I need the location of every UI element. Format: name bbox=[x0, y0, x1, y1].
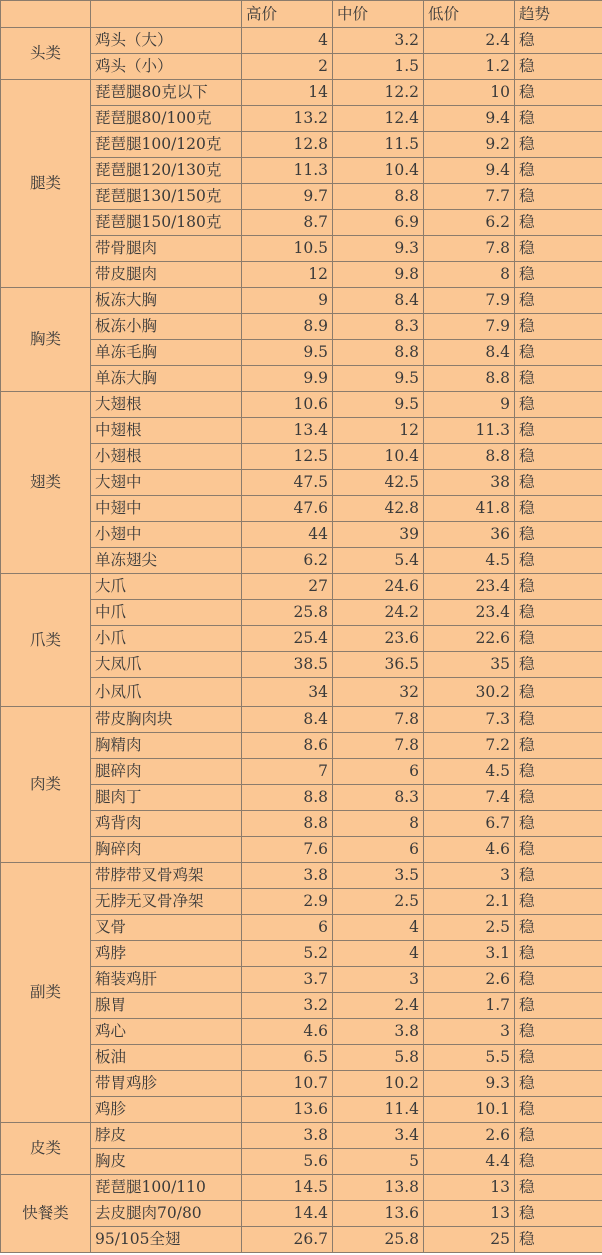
mid-price-cell: 5.8 bbox=[333, 1045, 424, 1071]
low-price-cell: 2.1 bbox=[424, 889, 515, 915]
item-name-cell: 单冻毛胸 bbox=[91, 340, 242, 366]
high-price-cell: 10.6 bbox=[242, 392, 333, 418]
high-price-cell: 3.8 bbox=[242, 863, 333, 889]
item-name-cell: 板冻大胸 bbox=[91, 288, 242, 314]
trend-cell: 稳 bbox=[515, 184, 602, 210]
high-price-cell: 7.6 bbox=[242, 837, 333, 863]
mid-price-cell: 9.3 bbox=[333, 236, 424, 262]
high-price-cell: 7 bbox=[242, 759, 333, 785]
header-category-blank bbox=[1, 1, 91, 28]
mid-price-cell: 13.8 bbox=[333, 1175, 424, 1201]
low-price-cell: 7.9 bbox=[424, 314, 515, 340]
mid-price-cell: 5.4 bbox=[333, 548, 424, 574]
trend-cell: 稳 bbox=[515, 811, 602, 837]
item-name-cell: 中翅根 bbox=[91, 418, 242, 444]
table-row bbox=[1, 967, 602, 993]
table-row bbox=[1, 626, 602, 652]
low-price-cell: 9.4 bbox=[424, 106, 515, 132]
low-price-cell: 35 bbox=[424, 652, 515, 678]
table-row bbox=[1, 1227, 602, 1253]
trend-cell: 稳 bbox=[515, 444, 602, 470]
mid-price-cell: 11.5 bbox=[333, 132, 424, 158]
trend-cell: 稳 bbox=[515, 1097, 602, 1123]
high-price-cell: 6.5 bbox=[242, 1045, 333, 1071]
high-price-cell: 9.9 bbox=[242, 366, 333, 392]
item-name-cell: 腿碎肉 bbox=[91, 759, 242, 785]
item-name-cell: 琵琶腿120/130克 bbox=[91, 158, 242, 184]
item-name-cell: 琵琶腿130/150克 bbox=[91, 184, 242, 210]
table-row bbox=[1, 1071, 602, 1097]
high-price-cell: 14.4 bbox=[242, 1201, 333, 1227]
table-row bbox=[1, 678, 602, 707]
table-row bbox=[1, 522, 602, 548]
header-trend: 趋势 bbox=[515, 1, 602, 28]
mid-price-cell: 1.5 bbox=[333, 54, 424, 80]
mid-price-cell: 2.5 bbox=[333, 889, 424, 915]
item-name-cell: 大翅中 bbox=[91, 470, 242, 496]
low-price-cell: 4.4 bbox=[424, 1149, 515, 1175]
mid-price-cell: 13.6 bbox=[333, 1201, 424, 1227]
item-name-cell: 鸡胗 bbox=[91, 1097, 242, 1123]
low-price-cell: 3.1 bbox=[424, 941, 515, 967]
trend-cell: 稳 bbox=[515, 707, 602, 733]
table-row bbox=[1, 210, 602, 236]
mid-price-cell: 9.8 bbox=[333, 262, 424, 288]
mid-price-cell: 32 bbox=[333, 678, 424, 707]
mid-price-cell: 8.8 bbox=[333, 184, 424, 210]
low-price-cell: 9.3 bbox=[424, 1071, 515, 1097]
item-name-cell: 带胃鸡胗 bbox=[91, 1071, 242, 1097]
table-row bbox=[1, 236, 602, 262]
high-price-cell: 8.8 bbox=[242, 811, 333, 837]
low-price-cell: 13 bbox=[424, 1175, 515, 1201]
table-row bbox=[1, 106, 602, 132]
high-price-cell: 13.2 bbox=[242, 106, 333, 132]
high-price-cell: 12 bbox=[242, 262, 333, 288]
trend-cell: 稳 bbox=[515, 1123, 602, 1149]
trend-cell: 稳 bbox=[515, 1019, 602, 1045]
trend-cell: 稳 bbox=[515, 106, 602, 132]
mid-price-cell: 9.5 bbox=[333, 366, 424, 392]
high-price-cell: 38.5 bbox=[242, 652, 333, 678]
table-row bbox=[1, 392, 602, 418]
item-name-cell: 带骨腿肉 bbox=[91, 236, 242, 262]
trend-cell: 稳 bbox=[515, 314, 602, 340]
table-row bbox=[1, 600, 602, 626]
table-row bbox=[1, 1045, 602, 1071]
table-row bbox=[1, 366, 602, 392]
table-row bbox=[1, 733, 602, 759]
mid-price-cell: 11.4 bbox=[333, 1097, 424, 1123]
mid-price-cell: 24.6 bbox=[333, 574, 424, 600]
item-name-cell: 琵琶腿80克以下 bbox=[91, 80, 242, 106]
mid-price-cell: 7.8 bbox=[333, 707, 424, 733]
low-price-cell: 38 bbox=[424, 470, 515, 496]
high-price-cell: 25.8 bbox=[242, 600, 333, 626]
trend-cell: 稳 bbox=[515, 28, 602, 54]
trend-cell: 稳 bbox=[515, 548, 602, 574]
mid-price-cell: 42.8 bbox=[333, 496, 424, 522]
mid-price-cell: 10.4 bbox=[333, 444, 424, 470]
mid-price-cell: 10.2 bbox=[333, 1071, 424, 1097]
item-name-cell: 单冻翅尖 bbox=[91, 548, 242, 574]
item-name-cell: 带皮腿肉 bbox=[91, 262, 242, 288]
mid-price-cell: 4 bbox=[333, 941, 424, 967]
high-price-cell: 34 bbox=[242, 678, 333, 707]
item-name-cell: 去皮腿肉70/80 bbox=[91, 1201, 242, 1227]
trend-cell: 稳 bbox=[515, 132, 602, 158]
mid-price-cell: 3.8 bbox=[333, 1019, 424, 1045]
high-price-cell: 47.5 bbox=[242, 470, 333, 496]
low-price-cell: 4.6 bbox=[424, 837, 515, 863]
item-name-cell: 琵琶腿100/110 bbox=[91, 1175, 242, 1201]
item-name-cell: 小翅中 bbox=[91, 522, 242, 548]
table-row bbox=[1, 54, 602, 80]
low-price-cell: 6.7 bbox=[424, 811, 515, 837]
low-price-cell: 7.7 bbox=[424, 184, 515, 210]
trend-cell: 稳 bbox=[515, 366, 602, 392]
table-row bbox=[1, 941, 602, 967]
table-row bbox=[1, 889, 602, 915]
trend-cell: 稳 bbox=[515, 889, 602, 915]
low-price-cell: 23.4 bbox=[424, 574, 515, 600]
mid-price-cell: 9.5 bbox=[333, 392, 424, 418]
category-cell: 胸类 bbox=[1, 288, 91, 392]
mid-price-cell: 23.6 bbox=[333, 626, 424, 652]
low-price-cell: 3 bbox=[424, 863, 515, 889]
category-cell: 头类 bbox=[1, 28, 91, 80]
high-price-cell: 47.6 bbox=[242, 496, 333, 522]
low-price-cell: 6.2 bbox=[424, 210, 515, 236]
trend-cell: 稳 bbox=[515, 652, 602, 678]
item-name-cell: 小翅根 bbox=[91, 444, 242, 470]
high-price-cell: 4 bbox=[242, 28, 333, 54]
item-name-cell: 带脖带叉骨鸡架 bbox=[91, 863, 242, 889]
table-body bbox=[1, 28, 602, 1253]
high-price-cell: 27 bbox=[242, 574, 333, 600]
mid-price-cell: 6.9 bbox=[333, 210, 424, 236]
low-price-cell: 23.4 bbox=[424, 600, 515, 626]
low-price-cell: 2.4 bbox=[424, 28, 515, 54]
item-name-cell: 中翅中 bbox=[91, 496, 242, 522]
table-row bbox=[1, 158, 602, 184]
low-price-cell: 1.7 bbox=[424, 993, 515, 1019]
item-name-cell: 大爪 bbox=[91, 574, 242, 600]
low-price-cell: 11.3 bbox=[424, 418, 515, 444]
table-row bbox=[1, 1201, 602, 1227]
item-name-cell: 单冻大胸 bbox=[91, 366, 242, 392]
mid-price-cell: 25.8 bbox=[333, 1227, 424, 1253]
low-price-cell: 8.8 bbox=[424, 366, 515, 392]
table-row bbox=[1, 574, 602, 600]
low-price-cell: 25 bbox=[424, 1227, 515, 1253]
trend-cell: 稳 bbox=[515, 759, 602, 785]
mid-price-cell: 6 bbox=[333, 759, 424, 785]
high-price-cell: 8.9 bbox=[242, 314, 333, 340]
high-price-cell: 10.7 bbox=[242, 1071, 333, 1097]
high-price-cell: 9.7 bbox=[242, 184, 333, 210]
high-price-cell: 12.8 bbox=[242, 132, 333, 158]
mid-price-cell: 3.2 bbox=[333, 28, 424, 54]
trend-cell: 稳 bbox=[515, 967, 602, 993]
table-row bbox=[1, 837, 602, 863]
header-low-price: 低价 bbox=[424, 1, 515, 28]
item-name-cell: 腿肉丁 bbox=[91, 785, 242, 811]
high-price-cell: 2 bbox=[242, 54, 333, 80]
item-name-cell: 鸡头（小） bbox=[91, 54, 242, 80]
low-price-cell: 8 bbox=[424, 262, 515, 288]
table-row bbox=[1, 915, 602, 941]
trend-cell: 稳 bbox=[515, 915, 602, 941]
table-row bbox=[1, 496, 602, 522]
table-row bbox=[1, 132, 602, 158]
high-price-cell: 13.6 bbox=[242, 1097, 333, 1123]
item-name-cell: 鸡心 bbox=[91, 1019, 242, 1045]
high-price-cell: 26.7 bbox=[242, 1227, 333, 1253]
trend-cell: 稳 bbox=[515, 733, 602, 759]
low-price-cell: 7.4 bbox=[424, 785, 515, 811]
trend-cell: 稳 bbox=[515, 941, 602, 967]
low-price-cell: 9.2 bbox=[424, 132, 515, 158]
mid-price-cell: 8.3 bbox=[333, 314, 424, 340]
category-cell: 肉类 bbox=[1, 707, 91, 863]
mid-price-cell: 3 bbox=[333, 967, 424, 993]
trend-cell: 稳 bbox=[515, 1175, 602, 1201]
header-row bbox=[1, 1, 602, 28]
mid-price-cell: 10.4 bbox=[333, 158, 424, 184]
high-price-cell: 6 bbox=[242, 915, 333, 941]
low-price-cell: 8.8 bbox=[424, 444, 515, 470]
trend-cell: 稳 bbox=[515, 993, 602, 1019]
high-price-cell: 9.5 bbox=[242, 340, 333, 366]
high-price-cell: 8.7 bbox=[242, 210, 333, 236]
mid-price-cell: 8.4 bbox=[333, 288, 424, 314]
table-row bbox=[1, 314, 602, 340]
low-price-cell: 2.6 bbox=[424, 1123, 515, 1149]
low-price-cell: 4.5 bbox=[424, 548, 515, 574]
low-price-cell: 8.4 bbox=[424, 340, 515, 366]
trend-cell: 稳 bbox=[515, 340, 602, 366]
high-price-cell: 5.6 bbox=[242, 1149, 333, 1175]
high-price-cell: 14 bbox=[242, 80, 333, 106]
trend-cell: 稳 bbox=[515, 574, 602, 600]
low-price-cell: 7.8 bbox=[424, 236, 515, 262]
high-price-cell: 4.6 bbox=[242, 1019, 333, 1045]
table-row bbox=[1, 652, 602, 678]
high-price-cell: 14.5 bbox=[242, 1175, 333, 1201]
trend-cell: 稳 bbox=[515, 1045, 602, 1071]
table-row bbox=[1, 1097, 602, 1123]
trend-cell: 稳 bbox=[515, 288, 602, 314]
low-price-cell: 10.1 bbox=[424, 1097, 515, 1123]
table-row bbox=[1, 1149, 602, 1175]
low-price-cell: 22.6 bbox=[424, 626, 515, 652]
item-name-cell: 琵琶腿100/120克 bbox=[91, 132, 242, 158]
high-price-cell: 6.2 bbox=[242, 548, 333, 574]
high-price-cell: 2.9 bbox=[242, 889, 333, 915]
mid-price-cell: 5 bbox=[333, 1149, 424, 1175]
mid-price-cell: 3.4 bbox=[333, 1123, 424, 1149]
high-price-cell: 3.2 bbox=[242, 993, 333, 1019]
trend-cell: 稳 bbox=[515, 837, 602, 863]
mid-price-cell: 8.8 bbox=[333, 340, 424, 366]
trend-cell: 稳 bbox=[515, 418, 602, 444]
table-row bbox=[1, 288, 602, 314]
high-price-cell: 25.4 bbox=[242, 626, 333, 652]
item-name-cell: 板冻小胸 bbox=[91, 314, 242, 340]
item-name-cell: 琵琶腿80/100克 bbox=[91, 106, 242, 132]
item-name-cell: 大凤爪 bbox=[91, 652, 242, 678]
high-price-cell: 9 bbox=[242, 288, 333, 314]
category-cell: 爪类 bbox=[1, 574, 91, 707]
high-price-cell: 11.3 bbox=[242, 158, 333, 184]
low-price-cell: 9.4 bbox=[424, 158, 515, 184]
item-name-cell: 叉骨 bbox=[91, 915, 242, 941]
low-price-cell: 7.3 bbox=[424, 707, 515, 733]
high-price-cell: 10.5 bbox=[242, 236, 333, 262]
low-price-cell: 1.2 bbox=[424, 54, 515, 80]
low-price-cell: 5.5 bbox=[424, 1045, 515, 1071]
trend-cell: 稳 bbox=[515, 80, 602, 106]
mid-price-cell: 42.5 bbox=[333, 470, 424, 496]
category-cell: 腿类 bbox=[1, 80, 91, 288]
trend-cell: 稳 bbox=[515, 863, 602, 889]
header-name-blank bbox=[91, 1, 242, 28]
item-name-cell: 箱装鸡肝 bbox=[91, 967, 242, 993]
table-row bbox=[1, 863, 602, 889]
low-price-cell: 9 bbox=[424, 392, 515, 418]
high-price-cell: 44 bbox=[242, 522, 333, 548]
mid-price-cell: 8 bbox=[333, 811, 424, 837]
item-name-cell: 脖皮 bbox=[91, 1123, 242, 1149]
table-row bbox=[1, 993, 602, 1019]
high-price-cell: 3.7 bbox=[242, 967, 333, 993]
item-name-cell: 鸡脖 bbox=[91, 941, 242, 967]
trend-cell: 稳 bbox=[515, 1227, 602, 1253]
item-name-cell: 小凤爪 bbox=[91, 678, 242, 707]
trend-cell: 稳 bbox=[515, 262, 602, 288]
mid-price-cell: 3.5 bbox=[333, 863, 424, 889]
item-name-cell: 胸皮 bbox=[91, 1149, 242, 1175]
header-mid-price: 中价 bbox=[333, 1, 424, 28]
item-name-cell: 板油 bbox=[91, 1045, 242, 1071]
high-price-cell: 8.6 bbox=[242, 733, 333, 759]
mid-price-cell: 7.8 bbox=[333, 733, 424, 759]
low-price-cell: 2.5 bbox=[424, 915, 515, 941]
trend-cell: 稳 bbox=[515, 678, 602, 707]
item-name-cell: 鸡头（大） bbox=[91, 28, 242, 54]
low-price-cell: 3 bbox=[424, 1019, 515, 1045]
trend-cell: 稳 bbox=[515, 1201, 602, 1227]
low-price-cell: 30.2 bbox=[424, 678, 515, 707]
trend-cell: 稳 bbox=[515, 158, 602, 184]
trend-cell: 稳 bbox=[515, 392, 602, 418]
trend-cell: 稳 bbox=[515, 626, 602, 652]
table-row bbox=[1, 262, 602, 288]
mid-price-cell: 8.3 bbox=[333, 785, 424, 811]
category-cell: 皮类 bbox=[1, 1123, 91, 1175]
table-row bbox=[1, 1019, 602, 1045]
item-name-cell: 腺胃 bbox=[91, 993, 242, 1019]
category-cell: 快餐类 bbox=[1, 1175, 91, 1253]
item-name-cell: 大翅根 bbox=[91, 392, 242, 418]
item-name-cell: 无脖无叉骨净架 bbox=[91, 889, 242, 915]
table-row bbox=[1, 1175, 602, 1201]
item-name-cell: 小爪 bbox=[91, 626, 242, 652]
high-price-cell: 8.4 bbox=[242, 707, 333, 733]
mid-price-cell: 12 bbox=[333, 418, 424, 444]
trend-cell: 稳 bbox=[515, 496, 602, 522]
trend-cell: 稳 bbox=[515, 210, 602, 236]
table-row bbox=[1, 548, 602, 574]
mid-price-cell: 24.2 bbox=[333, 600, 424, 626]
high-price-cell: 13.4 bbox=[242, 418, 333, 444]
mid-price-cell: 39 bbox=[333, 522, 424, 548]
item-name-cell: 胸精肉 bbox=[91, 733, 242, 759]
table-row bbox=[1, 811, 602, 837]
trend-cell: 稳 bbox=[515, 470, 602, 496]
low-price-cell: 41.8 bbox=[424, 496, 515, 522]
low-price-cell: 7.2 bbox=[424, 733, 515, 759]
low-price-cell: 36 bbox=[424, 522, 515, 548]
table-row bbox=[1, 759, 602, 785]
category-cell: 翅类 bbox=[1, 392, 91, 574]
table-row bbox=[1, 707, 602, 733]
table-row bbox=[1, 470, 602, 496]
low-price-cell: 13 bbox=[424, 1201, 515, 1227]
item-name-cell: 95/105全翅 bbox=[91, 1227, 242, 1253]
low-price-cell: 10 bbox=[424, 80, 515, 106]
trend-cell: 稳 bbox=[515, 236, 602, 262]
mid-price-cell: 12.2 bbox=[333, 80, 424, 106]
high-price-cell: 5.2 bbox=[242, 941, 333, 967]
mid-price-cell: 36.5 bbox=[333, 652, 424, 678]
mid-price-cell: 6 bbox=[333, 837, 424, 863]
item-name-cell: 胸碎肉 bbox=[91, 837, 242, 863]
table-row bbox=[1, 1123, 602, 1149]
trend-cell: 稳 bbox=[515, 54, 602, 80]
low-price-cell: 7.9 bbox=[424, 288, 515, 314]
mid-price-cell: 4 bbox=[333, 915, 424, 941]
item-name-cell: 琵琶腿150/180克 bbox=[91, 210, 242, 236]
table-row bbox=[1, 444, 602, 470]
low-price-cell: 2.6 bbox=[424, 967, 515, 993]
table-row bbox=[1, 418, 602, 444]
mid-price-cell: 12.4 bbox=[333, 106, 424, 132]
header-high-price: 高价 bbox=[242, 1, 333, 28]
table-row bbox=[1, 785, 602, 811]
category-cell: 副类 bbox=[1, 863, 91, 1123]
item-name-cell: 鸡背肉 bbox=[91, 811, 242, 837]
item-name-cell: 中爪 bbox=[91, 600, 242, 626]
table-row bbox=[1, 28, 602, 54]
table-row bbox=[1, 340, 602, 366]
trend-cell: 稳 bbox=[515, 522, 602, 548]
trend-cell: 稳 bbox=[515, 600, 602, 626]
table-row bbox=[1, 184, 602, 210]
table-row bbox=[1, 80, 602, 106]
trend-cell: 稳 bbox=[515, 1149, 602, 1175]
high-price-cell: 3.8 bbox=[242, 1123, 333, 1149]
trend-cell: 稳 bbox=[515, 1071, 602, 1097]
mid-price-cell: 2.4 bbox=[333, 993, 424, 1019]
high-price-cell: 12.5 bbox=[242, 444, 333, 470]
low-price-cell: 4.5 bbox=[424, 759, 515, 785]
trend-cell: 稳 bbox=[515, 785, 602, 811]
item-name-cell: 带皮胸肉块 bbox=[91, 707, 242, 733]
high-price-cell: 8.8 bbox=[242, 785, 333, 811]
